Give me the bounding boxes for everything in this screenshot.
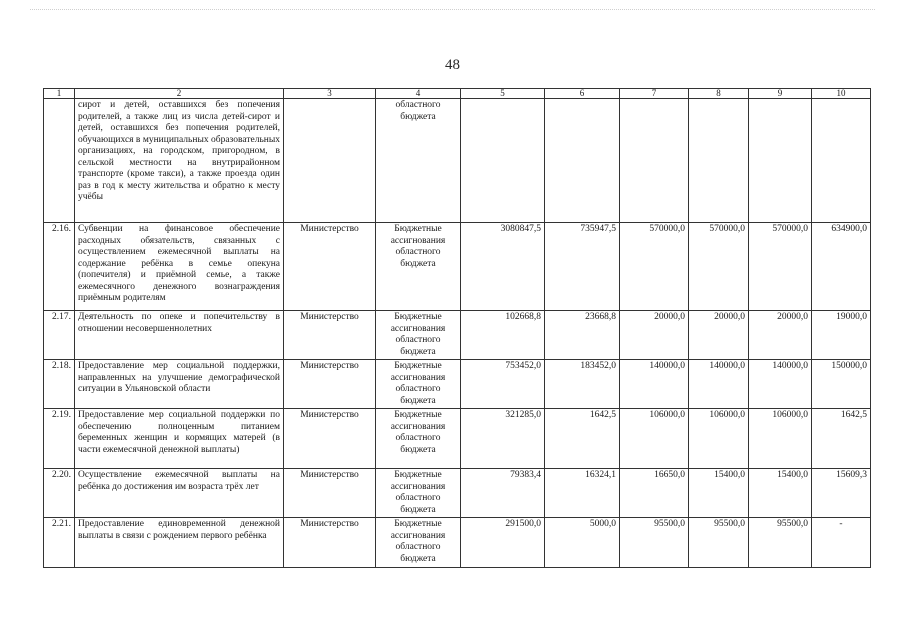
page-number: 48 [445, 57, 460, 73]
header-cell: 7 [620, 89, 689, 99]
amount-year-4: 15400,0 [749, 469, 812, 518]
table-row [44, 469, 871, 518]
amount-year-4: 20000,0 [749, 311, 812, 360]
measure-description: Деятельность по опеке и попечительству в отношении несовершеннолетних [75, 311, 284, 360]
amount-year-2: 570000,0 [620, 223, 689, 311]
amount-year-5 [812, 99, 871, 223]
executor-cell: Министерство [284, 518, 376, 568]
amount-year-1: 16324,1 [545, 469, 620, 518]
amount-year-4: 95500,0 [749, 518, 812, 568]
measure-description: Субвенции на финансовое обеспечение расходных обязательств, связанных с осуществлением ежемесячной выплаты на содержание ребёнка в семье опекуна (попечителя) и приёмной семье, а также ежемесячного денежного вознаграждения приёмным родителям [75, 223, 284, 311]
table-row [44, 360, 871, 409]
table-row [44, 311, 871, 360]
funding-source: областного бюджета [376, 99, 461, 223]
amount-year-3: 570000,0 [689, 223, 749, 311]
table-row [44, 99, 871, 223]
amount-year-4: 140000,0 [749, 360, 812, 409]
executor-cell: Министерство [284, 469, 376, 518]
row-number: 2.20. [44, 469, 75, 518]
amount-year-2: 16650,0 [620, 469, 689, 518]
row-number: 2.18. [44, 360, 75, 409]
amount-year-2 [620, 99, 689, 223]
amount-year-3: 20000,0 [689, 311, 749, 360]
amount-year-1: 1642,5 [545, 409, 620, 469]
amount-year-2: 95500,0 [620, 518, 689, 568]
amount-year-5: 150000,0 [812, 360, 871, 409]
amount-year-1: 735947,5 [545, 223, 620, 311]
executor-cell: Министерство [284, 409, 376, 469]
amount-year-3: 95500,0 [689, 518, 749, 568]
header-cell: 4 [376, 89, 461, 99]
amount-year-3: 140000,0 [689, 360, 749, 409]
executor-cell [284, 99, 376, 223]
amount-year-4 [749, 99, 812, 223]
table-row [44, 223, 871, 311]
header-cell: 10 [812, 89, 871, 99]
table-row [44, 518, 871, 568]
row-number: 2.21. [44, 518, 75, 568]
header-cell: 3 [284, 89, 376, 99]
amount-year-1: 5000,0 [545, 518, 620, 568]
amount-year-3: 106000,0 [689, 409, 749, 469]
amount-total: 102668,8 [461, 311, 545, 360]
executor-cell: Министерство [284, 311, 376, 360]
amount-year-2: 20000,0 [620, 311, 689, 360]
amount-year-5: 15609,3 [812, 469, 871, 518]
amount-year-3 [689, 99, 749, 223]
executor-cell: Министерство [284, 360, 376, 409]
amount-year-5: 634900,0 [812, 223, 871, 311]
row-number: 2.19. [44, 409, 75, 469]
funding-source: Бюджетные ассигнования областного бюджета [376, 518, 461, 568]
header-cell: 9 [749, 89, 812, 99]
row-number: 2.17. [44, 311, 75, 360]
amount-total: 321285,0 [461, 409, 545, 469]
header-cell: 8 [689, 89, 749, 99]
amount-year-1: 183452,0 [545, 360, 620, 409]
header-cell: 6 [545, 89, 620, 99]
measure-description: сирот и детей, оставшихся без попечения родителей, а также лиц из числа детей-сирот и детей, оставшихся без попечения родителей, обучающихся в муниципальных образовательных организациях, на городском, пригородном, в сельской местности на внутрирайонном транспорте (кроме такси), а также проезда один раз в год к месту жительства и обратно к месту учёбы [75, 99, 284, 223]
amount-year-1 [545, 99, 620, 223]
row-number: 2.16. [44, 223, 75, 311]
amount-year-5: - [812, 518, 871, 568]
amount-total: 291500,0 [461, 518, 545, 568]
amount-year-2: 106000,0 [620, 409, 689, 469]
header-cell: 5 [461, 89, 545, 99]
funding-source: Бюджетные ассигнования областного бюджета [376, 469, 461, 518]
amount-year-2: 140000,0 [620, 360, 689, 409]
scan-artifact-line [30, 9, 875, 10]
amount-year-5: 1642,5 [812, 409, 871, 469]
column-number-row [44, 89, 871, 99]
amount-year-4: 570000,0 [749, 223, 812, 311]
funding-source: Бюджетные ассигнования областного бюджета [376, 223, 461, 311]
funding-source: Бюджетные ассигнования областного бюджета [376, 311, 461, 360]
header-cell: 1 [44, 89, 75, 99]
table-row [44, 409, 871, 469]
amount-year-4: 106000,0 [749, 409, 812, 469]
funding-source: Бюджетные ассигнования областного бюджета [376, 409, 461, 469]
amount-year-3: 15400,0 [689, 469, 749, 518]
executor-cell: Министерство [284, 223, 376, 311]
measure-description: Предоставление единовременной денежной выплаты в связи с рождением первого ребёнка [75, 518, 284, 568]
funding-source: Бюджетные ассигнования областного бюджета [376, 360, 461, 409]
row-number [44, 99, 75, 223]
header-cell: 2 [75, 89, 284, 99]
budget-table [43, 88, 871, 568]
amount-total: 3080847,5 [461, 223, 545, 311]
amount-total: 79383,4 [461, 469, 545, 518]
amount-year-1: 23668,8 [545, 311, 620, 360]
measure-description: Предоставление мер социальной поддержки, направленных на улучшение демографической ситуации в Ульяновской области [75, 360, 284, 409]
amount-total: 753452,0 [461, 360, 545, 409]
measure-description: Предоставление мер социальной поддержки по обеспечению полноценным питанием беременных женщин и кормящих матерей (в части ежемесячной денежной выплаты) [75, 409, 284, 469]
amount-year-5: 19000,0 [812, 311, 871, 360]
amount-total [461, 99, 545, 223]
measure-description: Осуществление ежемесячной выплаты на ребёнка до достижения им возраста трёх лет [75, 469, 284, 518]
